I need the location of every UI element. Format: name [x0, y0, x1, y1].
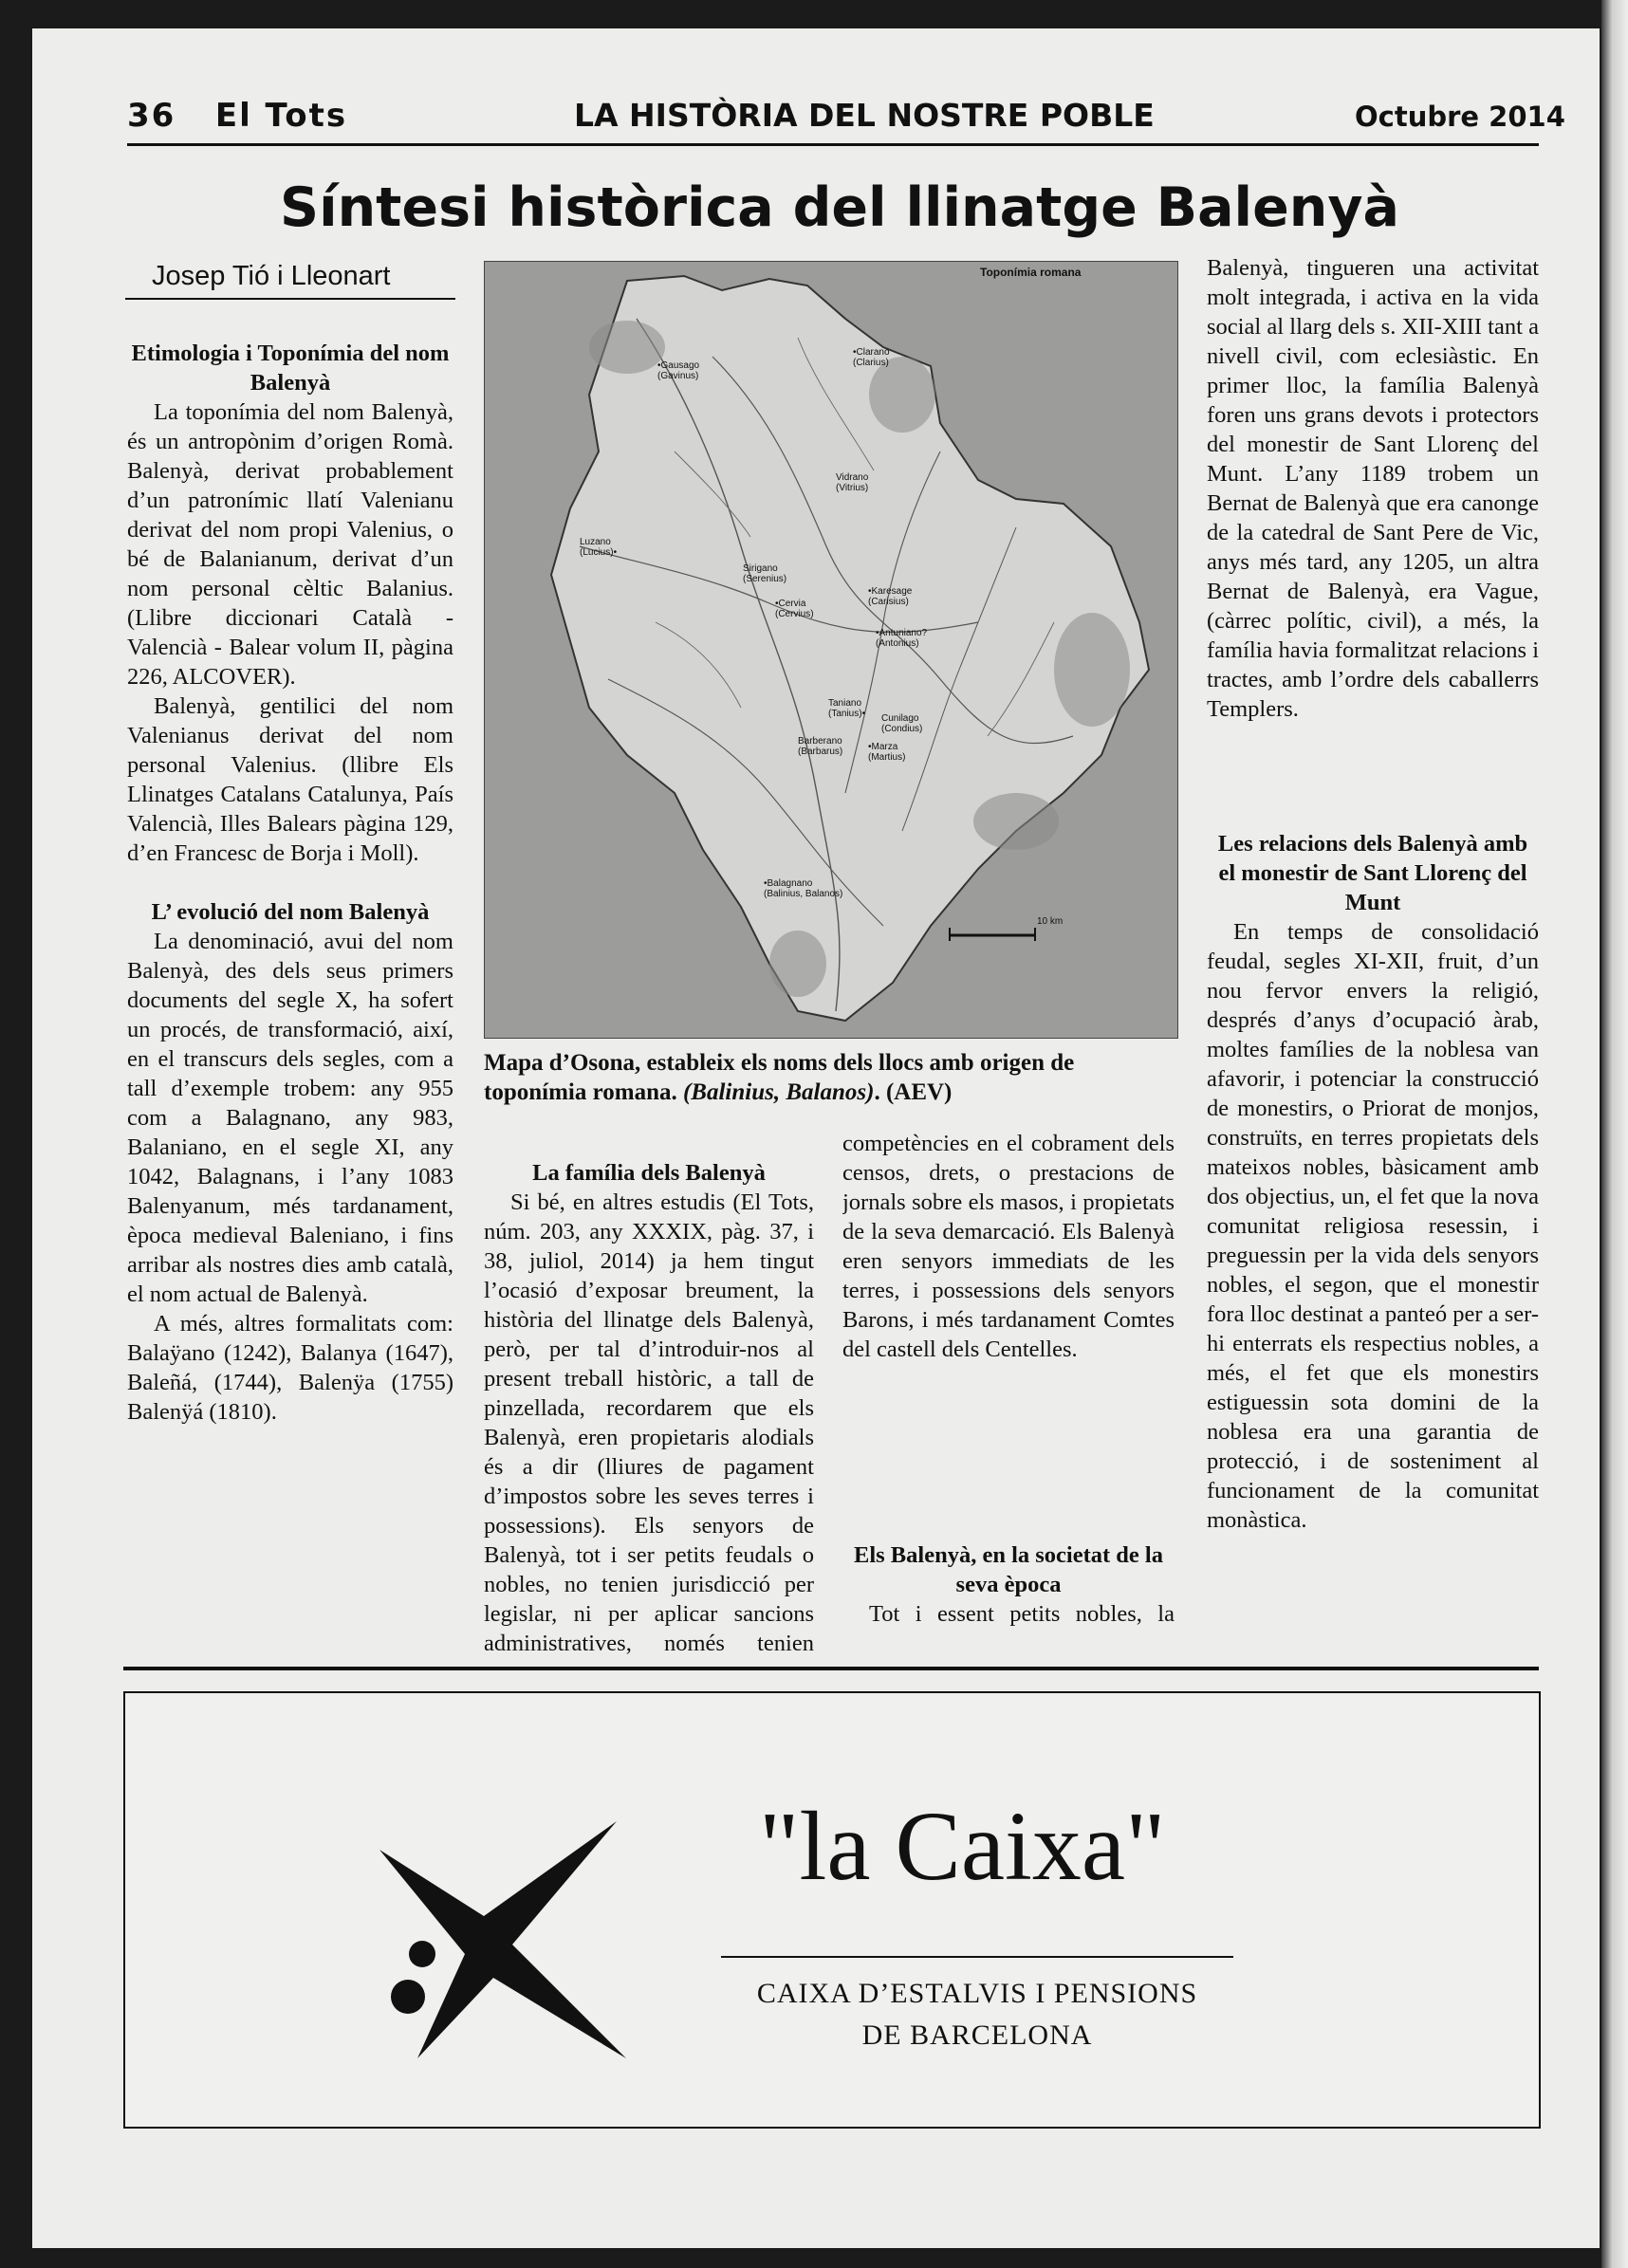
paragraph: A més, altres formalitats com: Balaÿano (1242), Balanya (1647), Baleñá, (1744), Balenÿa (1755) Balenÿá (1810).: [127, 1311, 453, 1425]
page-number: 36 El Tots: [127, 97, 348, 135]
map-place: •Karesage (Carisius): [868, 586, 913, 607]
map-place: Vidrano (Vitrius): [836, 472, 869, 493]
paragraph: En temps de consolidació feudal, segles XI-XII, fruit, d’un nou fervor envers la religió, després d’anys d’ocupació àrab, moltes famílies de la noblesa van afavorir, i potenciar la construcció de monestirs, o Priorat de monjos, construïts, en terres propietats dels mateixos nobles, bàsicament amb dos objectius, un, el fet que la nova comunitat religiosa resessin, i preguessin per la vida dels senyors nobles, el segon, que el monestir fora lloc destinat a panteó per a ser-hi enterrats els respectius nobles, a més, el fet que els monestirs estiguessin sota domini de la noblesa era una garantia de protecció, i de sosteniment al funcionament de la comunitat monàstica.: [1207, 919, 1539, 1533]
map-place: •Balagnano (Balinius, Balanos): [764, 878, 843, 899]
paragraph: Balenyà, gentilici del nom Valenianus derivat del nom personal Valenius. (llibre Els Llinatges Catalans Catalunya, País Valencià, Illes Balears pàgina 129, d’en Francesc de Borja i Moll).: [127, 693, 453, 866]
map-scale-label: 10 km: [1037, 916, 1064, 927]
map-place: •Antuniano? (Antonius): [876, 628, 928, 649]
section-heading: Els Balenyà, en la societat de la seva època: [854, 1542, 1163, 1597]
brand-tagline: CAIXA D’ESTALVIS I PENSIONS DE BARCELONA: [756, 1978, 1198, 2051]
ad-rule: [123, 1667, 1539, 1670]
map-place: Taniano (Tanius)•: [828, 698, 866, 719]
article-author: Josep Tió i Lleonart: [152, 261, 391, 291]
header-rule: [127, 143, 1539, 146]
next-page-edge: [1601, 0, 1628, 2268]
section-heading: L’ evolució del nom Balenyà: [151, 899, 430, 925]
article-title: Síntesi històrica del llinatge Balenyà: [280, 176, 1399, 239]
paragraph-continued: competències en el cobrament dels censos, drets, o prestacions de jornals sobre els masos, i propietats de la seva demarcació. Els Balenyà eren senyors immediats de les terres, i possessions dels senyors Barons, i més tardanament Comtes del castell dels Centelles.: [842, 1131, 1175, 1362]
map-caption: Mapa d’Osona, estableix els noms dels llocs amb origen de toponímia romana. (Balinius, Balanos). (AEV): [484, 1050, 1075, 1105]
issue-date: Octubre 2014: [1355, 101, 1565, 133]
column-1: [127, 339, 453, 1427]
osona-map: [484, 261, 1178, 1039]
map-place: Barberano (Barbarus): [798, 736, 843, 757]
paragraph: La toponímia del nom Balenyà, és un antropònim d’origen Romà. Balenyà, derivat probablement d’un patronímic llatí Valenianu derivat del nom propi Valenius, o bé de Balanianum, derivat d’un nom personal cèltic Balanius. (Llibre diccionari Català - Valencià - Balear volum II, pàgina 226, ALCOVER).: [127, 399, 453, 690]
column-4: [1207, 253, 1539, 1535]
map-place: Cunilago (Condius): [881, 713, 923, 734]
section-title: LA HISTÒRIA DEL NOSTRE POBLE: [574, 97, 1155, 134]
section-heading: Etimologia i Toponímia del nom Balenyà: [131, 341, 450, 396]
paragraph: Tot i essent petits nobles, la: [869, 1601, 1175, 1627]
brand-underline: [721, 1956, 1233, 1958]
star-logo-icon: [342, 1812, 645, 2068]
paragraph: Si bé, en altres estudis (El Tots, núm. 203, any XXXIX, pàg. 37, i 38, juliol, 2014) ja hem tingut l’ocasió d’exposar breument, la història del llinatge dels Balenyà, però, per tal d’introduir-nos al present treball històric, a tall de pinzellada, recordarem que els Balenyà, eren propietaris alodials és a dir (lliures de pagament d’impostos sobre les seves terres i possessions). Els senyors de Balenyà, tot i ser petits feudals o nobles, no tenien jurisdicció per legislar, ni per aplicar sancions administratives, només tenien: [484, 1189, 814, 1656]
map-graphic: [485, 262, 1177, 1038]
brand-name: "la Caixa": [759, 1792, 1166, 1901]
column-2: [484, 1129, 814, 1658]
paragraph-continued: Balenyà, tingueren una activitat molt integrada, i activa en la vida social al llarg dels s. XII-XIII tant a nivell civil, com eclesiàstic. En primer lloc, la família Balenyà foren uns grans devots i protectors del monestir de Sant Llorenç del Munt. L’any 1189 trobem un Bernat de Balenyà que era canonge de la catedral de Sant Pere de Vic, anys més tard, any 1205, un altra Bernat de Balenyà, era Vague, (càrrec polític, civil), a més, la família havia formalitzat relacions i tractes, amb l’ordre dels caballerrs Templers.: [1207, 255, 1539, 722]
map-place: Luzano (Lucius)•: [580, 537, 618, 558]
map-place: •Marza (Martius): [868, 742, 906, 763]
map-place: •Cervia (Cervius): [775, 599, 814, 619]
publication-name: El Tots: [214, 97, 348, 135]
section-heading: Les relacions dels Balenyà amb el monestir de Sant Llorenç del Munt: [1217, 831, 1528, 915]
map-place: •Clarano (Clarius): [853, 347, 890, 368]
author-rule: [125, 298, 455, 300]
map-legend-title: Toponímia romana: [980, 266, 1082, 279]
section-heading: La família dels Balenyà: [532, 1160, 766, 1186]
column-3: [842, 1129, 1175, 1629]
map-place: Sirigano (Serenius): [743, 563, 787, 584]
advertisement: [123, 1691, 1541, 2129]
paragraph: La denominació, avui del nom Balenyà, des dels seus primers documents del segle X, ha sofert un procés, de transformació, així, en el transcurs dels segles, com a tall d’exemple trobem: any 955 com a Balagnano, any 983, Balaniano, en el segle XI, any 1042, Balagnans, i l’any 1083 Balenyanum, més tardanament, època medieval Baleniano, i fins arribar als nostres dies amb català, el nom actual de Balenyà.: [127, 929, 453, 1307]
map-place: •Gausago (Gavinus): [657, 360, 700, 381]
